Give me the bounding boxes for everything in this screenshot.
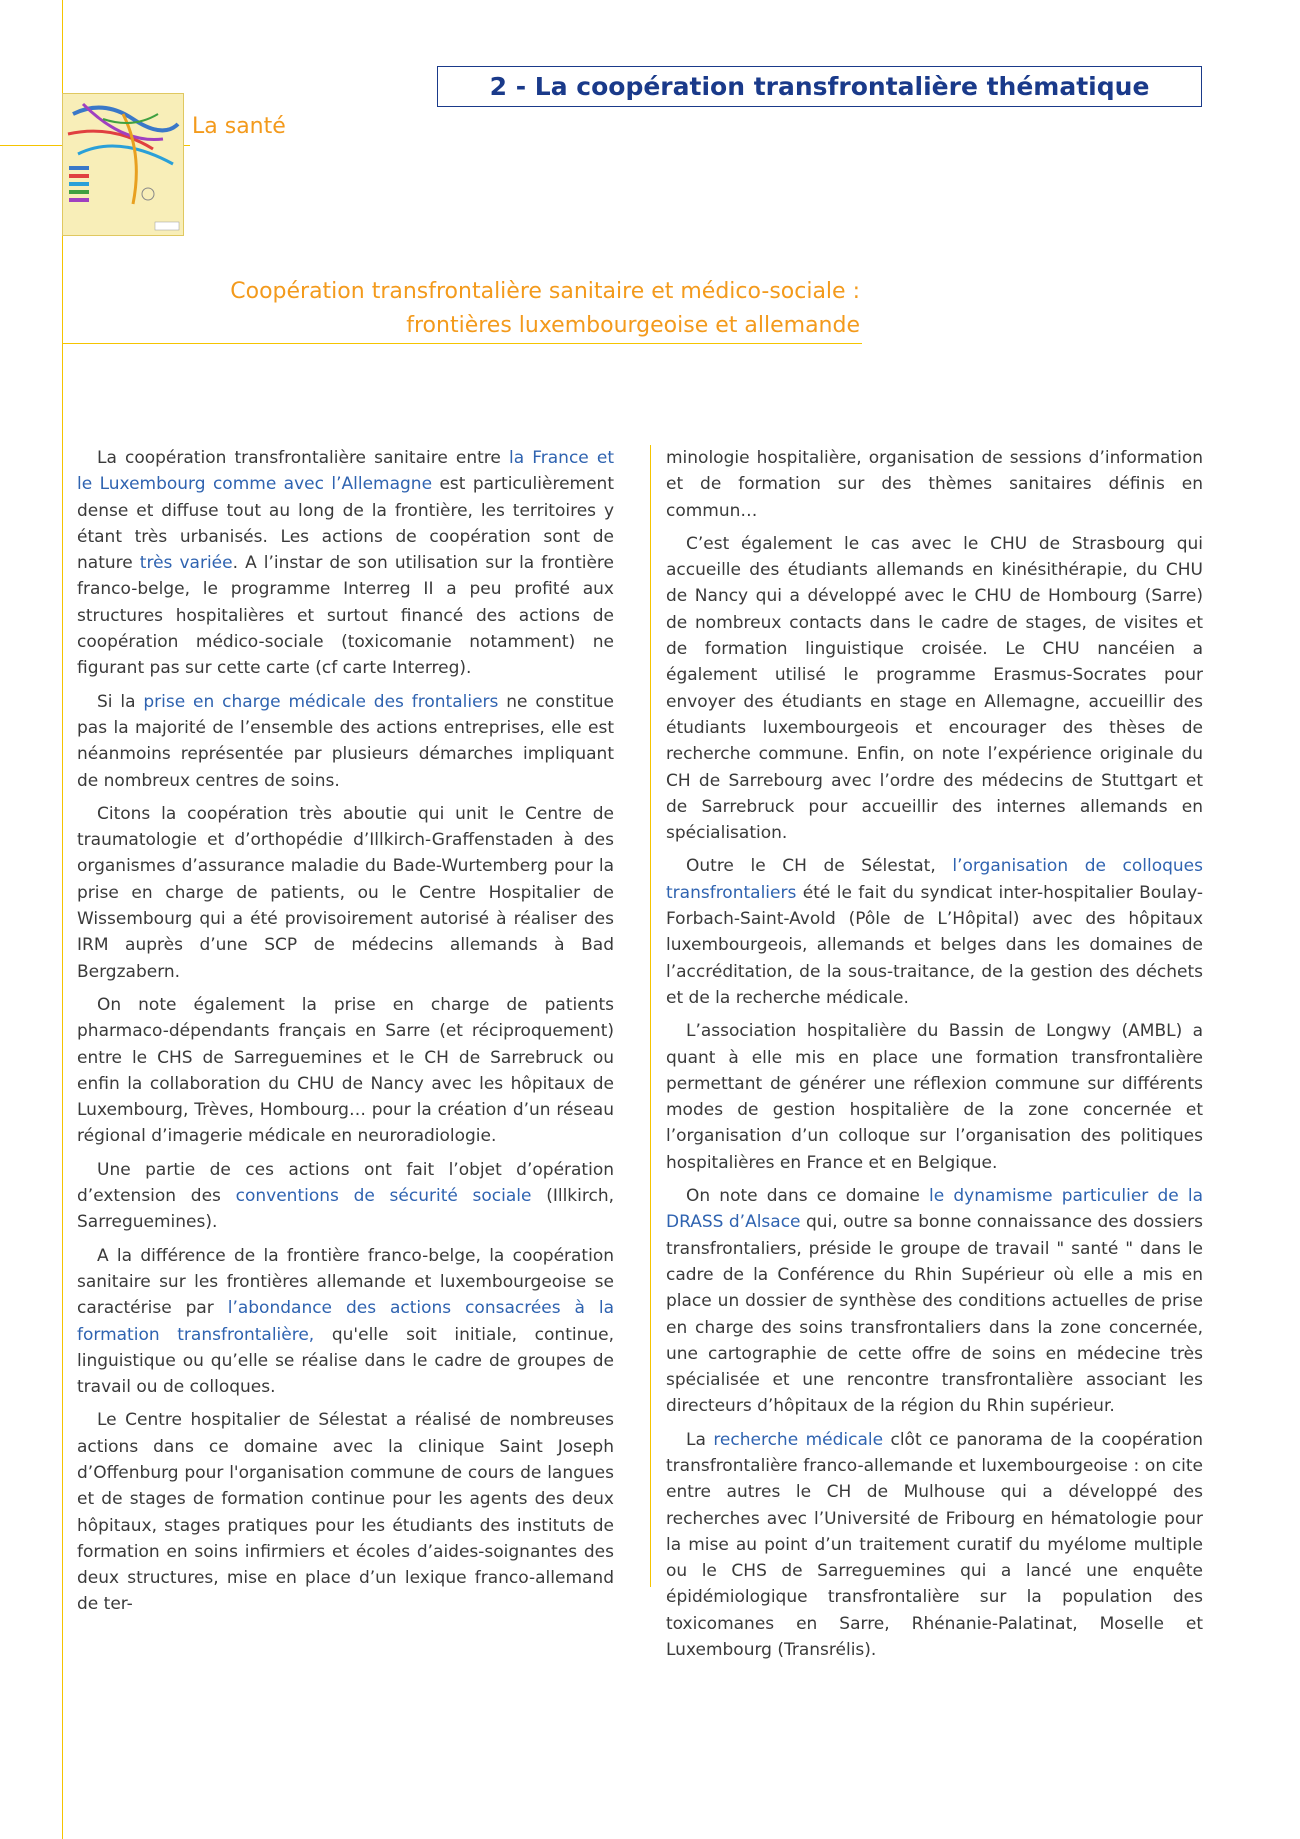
chapter-title: 2 - La coopération transfrontalière thématique (437, 66, 1202, 107)
text: La (686, 1429, 714, 1450)
subtitle-line-1: Coopération transfrontalière sanitaire et médico-sociale : (230, 279, 860, 304)
subtitle-line-2: frontières luxembourgeoise et allemande (406, 313, 860, 338)
subtitle-underline (62, 343, 862, 344)
paragraph (666, 1427, 1203, 1664)
highlight: l’abondance des actions consacrées à la formation transfrontalière, (77, 1298, 614, 1345)
paragraph (666, 1183, 1203, 1420)
margin-guide-vertical (62, 0, 63, 1839)
text: Une partie de ces actions ont fait l’objet d’opération d’extension des (77, 1159, 614, 1207)
paragraph (77, 445, 614, 682)
map-thumbnail (62, 93, 184, 236)
paragraph (77, 1157, 614, 1236)
column-divider (650, 445, 651, 1587)
paragraph: C’est également le cas avec le CHU de Strasbourg qui accueille des étudiants allemands en kinésithérapie, du CHU de Nancy qui a développé avec le CHU de Hombourg (Sarre) de nombreux contacts dans le cadre de stages, de visites et de formation linguistique croisée. Le CHU nancéien a également utilisé le programme Erasmus-Socrates pour envoyer des étudiants en stage en Allemagne, accueillir des étudiants luxembourgeois et encourager des thèses de recherche commune. Enfin, on note l’expérience originale du CH de Sarrebourg avec l’ordre des médecins de Stuttgart et de Sarrebruck pour accueillir des internes allemands en spécialisation. (666, 533, 1203, 844)
paragraph: L’association hospitalière du Bassin de Longwy (AMBL) a quant à elle mis en place une formation transfrontalière permettant de générer une réflexion commune sur différents modes de gestion hospitalière de la zone concernée et l’organisation d’un colloque sur l’organisation des politiques hospitalières en France et en Belgique. (666, 1021, 1203, 1173)
paragraph (77, 1243, 614, 1401)
text: est particulièrement dense et diffuse tout au long de la frontière, les territoires y étant très urbanisés. Les actions de coopération sont de nature (77, 474, 614, 574)
highlight: prise en charge médicale des frontaliers (143, 691, 499, 712)
text: A la différence de la frontière franco-belge, la coopération sanitaire sur les frontières allemande et luxembourgeoise se caractérise par (77, 1245, 614, 1319)
left-column (77, 445, 614, 1625)
article-subtitle (200, 275, 860, 343)
text: qui, outre sa bonne connaissance des dossiers transfrontaliers, préside le groupe de travail " santé " dans le cadre de la Conférence du Rhin Supérieur où elle a mis en place un dossier de synthèse des conditions actuelles de prise en charge des soins transfrontaliers dans la zone concernée, une cartographie de cette offre de soins en médecine très spécialisée et une rencontre transfrontalière associant les directeurs d’hôpitaux de la région du Rhin supérieur. (666, 1212, 1203, 1417)
text: ne constitue pas la majorité de l’ensemble des actions entreprises, elle est néanmoins représentée par plusieurs démarches impliquant de nombreux centres de soins. (77, 691, 615, 791)
text: Si la (97, 691, 144, 712)
text: qu'elle soit initiale, continue, linguistique ou qu’elle se réalise dans le cadre de groupes de travail ou de colloques. (77, 1324, 614, 1398)
map-thumbnail-graphic (63, 94, 184, 236)
text: Outre le CH de Sélestat, (686, 856, 953, 877)
section-label: La santé (192, 114, 286, 139)
text: clôt ce panorama de la coopération transfrontalière franco-allemande et luxembourgeoise : on cite entre autres le CH de Mulhouse qui a développé des recherches avec l’Université de Fribourg en hématologie pour la mise au point d’un traitement curatif du myélome multiple ou le CHS de Sarreguemines qui a lancé une enquête épidémiologique transfrontalière sur la population des toxicomanes en Sarre, Rhénanie-Palatinat, Moselle et Luxembourg (Transrélis). (666, 1429, 1204, 1661)
text: (Illkirch, Sarreguemines). (77, 1186, 615, 1233)
text: . A l’instar de son utilisation sur la frontière franco-belge, le programme Interreg II a peu profité aux structures hospitalières et surtout financé des actions de coopération médico-sociale (toxicomanie notamment) ne figurant pas sur cette carte (cf carte Interreg). (77, 553, 615, 679)
paragraph: Le Centre hospitalier de Sélestat a réalisé de nombreuses actions dans ce domaine avec la clinique Saint Joseph d’Offenburg pour l'organisation commune de cours de langues et de stages de formation continue pour les agents des deux hôpitaux, stages pratiques pour les étudiants des instituts de formation en soins infirmiers et écoles d’aides-soignantes des deux structures, mise en place d’un lexique franco-allemand de ter- (77, 1410, 614, 1615)
paragraph: minologie hospitalière, organisation de sessions d’information et de formation sur des thèmes sanitaires définis en commun… (666, 448, 1203, 521)
paragraph: On note également la prise en charge de patients pharmaco-dépendants français en Sarre (et réciproquement) entre le CHS de Sarreguemines et le CH de Sarrebruck ou enfin la collaboration du CHU de Nancy avec les hôpitaux de Luxembourg, Trèves, Hombourg… pour la création d’un réseau régional d’imagerie médicale en neuroradiologie. (77, 994, 614, 1147)
highlight: conventions de sécurité sociale (235, 1186, 532, 1207)
highlight: la France et le Luxembourg comme avec l’Allemagne (77, 448, 614, 495)
highlight: le dynamisme particulier de la DRASS d’Alsace (666, 1186, 1203, 1233)
text: été le fait du syndicat inter-hospitalier Boulay-Forbach-Saint-Avold (Pôle de L’Hôpital) avec des hôpitaux luxembourgeois, allemands et belges dans les domaines de l’accréditation, de la sous-traitance, de la gestion des déchets et de la recherche médicale. (666, 882, 1203, 1008)
text: On note dans ce domaine (686, 1186, 929, 1207)
right-column (666, 445, 1203, 1670)
highlight: recherche médicale (713, 1429, 884, 1450)
highlight: très variée (139, 553, 233, 574)
highlight: l’organisation de colloques transfrontaliers (666, 856, 1203, 903)
text: La coopération transfrontalière sanitaire entre (97, 448, 509, 468)
paragraph: Citons la coopération très aboutie qui unit le Centre de traumatologie et d’orthopédie d’Illkirch-Graffenstaden à des organismes d’assurance maladie du Bade-Wurtemberg pour la prise en charge de patients, ou le Centre Hospitalier de Wissembourg qui a été provisoirement autorisé à réaliser des IRM auprès d’une SCP de médecins allemands à Bad Bergzabern. (77, 803, 614, 982)
paragraph (77, 689, 614, 794)
paragraph (666, 853, 1203, 1011)
